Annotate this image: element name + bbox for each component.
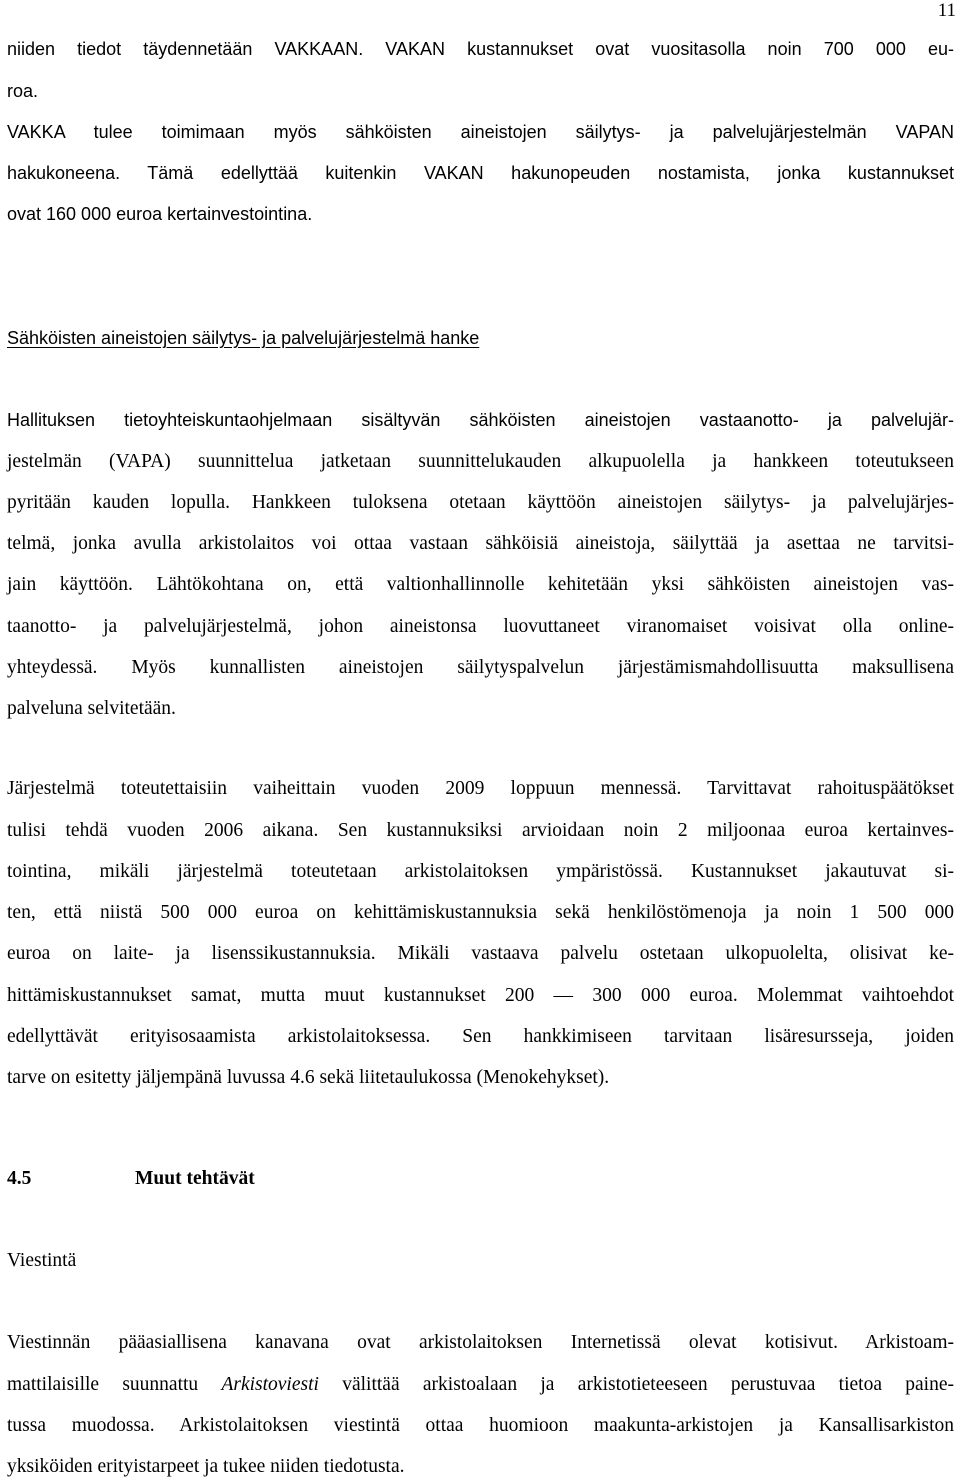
paragraph-line: edellyttävät erityisosaamista arkistolaitoksessa. Sen hankkimiseen tarvitaan lisäresursseja, joiden	[7, 1026, 954, 1047]
intro-line: roa.	[7, 81, 39, 101]
paragraph-line	[7, 1373, 954, 1397]
paragraph-line: jestelmän (VAPA) suunnittelua jatketaan suunnittelukauden alkupuolella ja hankkeen toteutukseen	[7, 451, 954, 472]
intro-line: hakukoneena. Tämä edellyttää kuitenkin VAKAN hakunopeuden nostamista, jonka kustannukset	[7, 163, 954, 183]
paragraph-line: yhteydessä. Myös kunnallisten aineistojen säilytyspalvelun järjestämismahdollisuutta maksullisena	[7, 657, 954, 678]
section-title: Muut tehtävät	[135, 1168, 255, 1189]
intro-line: VAKKA tulee toimimaan myös sähköisten aineistojen säilytys- ja palvelujärjestelmän VAPAN	[7, 122, 954, 142]
paragraph-line: tarve on esitetty jäljempänä luvussa 4.6 sekä liitetaulukossa (Menokehykset).	[7, 1067, 610, 1088]
paragraph-line: ten, että niistä 500 000 euroa on kehittämiskustannuksia sekä henkilöstömenoja ja noin 1 500 000	[7, 902, 954, 923]
paragraph-line: palveluna selvitetään.	[7, 698, 176, 719]
paragraph-line: tulisi tehdä vuoden 2006 aikana. Sen kustannuksiksi arvioidaan noin 2 miljoonaa euroa kertainves-	[7, 820, 954, 841]
paragraph-line: hittämiskustannukset samat, mutta muut kustannukset 200 — 300 000 euroa. Molemmat vaihtoehdot	[7, 985, 954, 1006]
paragraph-line: euroa on laite- ja lisenssikustannuksia. Mikäli vastaava palvelu ostetaan ulkopuolelta, olisivat ke-	[7, 943, 954, 964]
paragraph-line: tussa muodossa. Arkistolaitoksen viestintä ottaa huomioon maakunta-arkistojen ja Kansallisarkiston	[7, 1415, 954, 1436]
subheading-viestinta: Viestintä	[7, 1250, 77, 1271]
page-number: 11	[937, 0, 956, 21]
paragraph-line: Viestinnän pääasiallisena kanavana ovat arkistolaitoksen Internetissä olevat kotisivut. Arkistoam-	[7, 1332, 954, 1353]
paragraph-line: tointina, mikäli järjestelmä toteutetaan arkistolaitoksen ympäristössä. Kustannukset jakautuvat si-	[7, 861, 954, 882]
paragraph-line: Hallituksen tietoyhteiskuntaohjelmaan sisältyvän sähköisten aineistojen vastaanotto- ja palvelujär-	[7, 410, 954, 430]
paragraph-text: mattilaisille suunnattu	[7, 1374, 222, 1395]
publication-name: Arkistoviesti	[221, 1374, 319, 1395]
paragraph-line: Järjestelmä toteutettaisiin vaiheittain vuoden 2009 loppuun mennessä. Tarvittavat rahoituspäätökset	[7, 778, 954, 799]
paragraph-text: välittää arkistoalaan ja arkistotieteeseen perustuvaa tietoa paine-	[318, 1374, 954, 1395]
intro-line: ovat 160 000 euroa kertainvestointina.	[7, 204, 313, 224]
paragraph-line: taanotto- ja palvelujärjestelmä, johon aineistonsa luovuttaneet viranomaiset voisivat olla online-	[7, 616, 954, 637]
paragraph-line: pyritään kauden lopulla. Hankkeen tuloksena otetaan käyttöön aineistojen säilytys- ja palvelujärjes-	[7, 492, 954, 513]
paragraph-line: telmä, jonka avulla arkistolaitos voi ottaa vastaan sähköisiä aineistoja, säilyttää ja asettaa ne tarvitsi-	[7, 533, 954, 554]
section-heading-vapa: Sähköisten aineistojen säilytys- ja palvelujärjestelmä hanke	[7, 328, 480, 348]
paragraph-line: jain käyttöön. Lähtökohtana on, että valtionhallinnolle kehitetään yksi sähköisten aineistojen vas-	[7, 574, 954, 595]
paragraph-line: yksiköiden erityistarpeet ja tukee niiden tiedotusta.	[7, 1456, 405, 1477]
intro-line: niiden tiedot täydennetään VAKKAAN. VAKAN kustannukset ovat vuositasolla noin 700 000 eu-	[7, 39, 954, 59]
section-number: 4.5	[7, 1168, 32, 1189]
